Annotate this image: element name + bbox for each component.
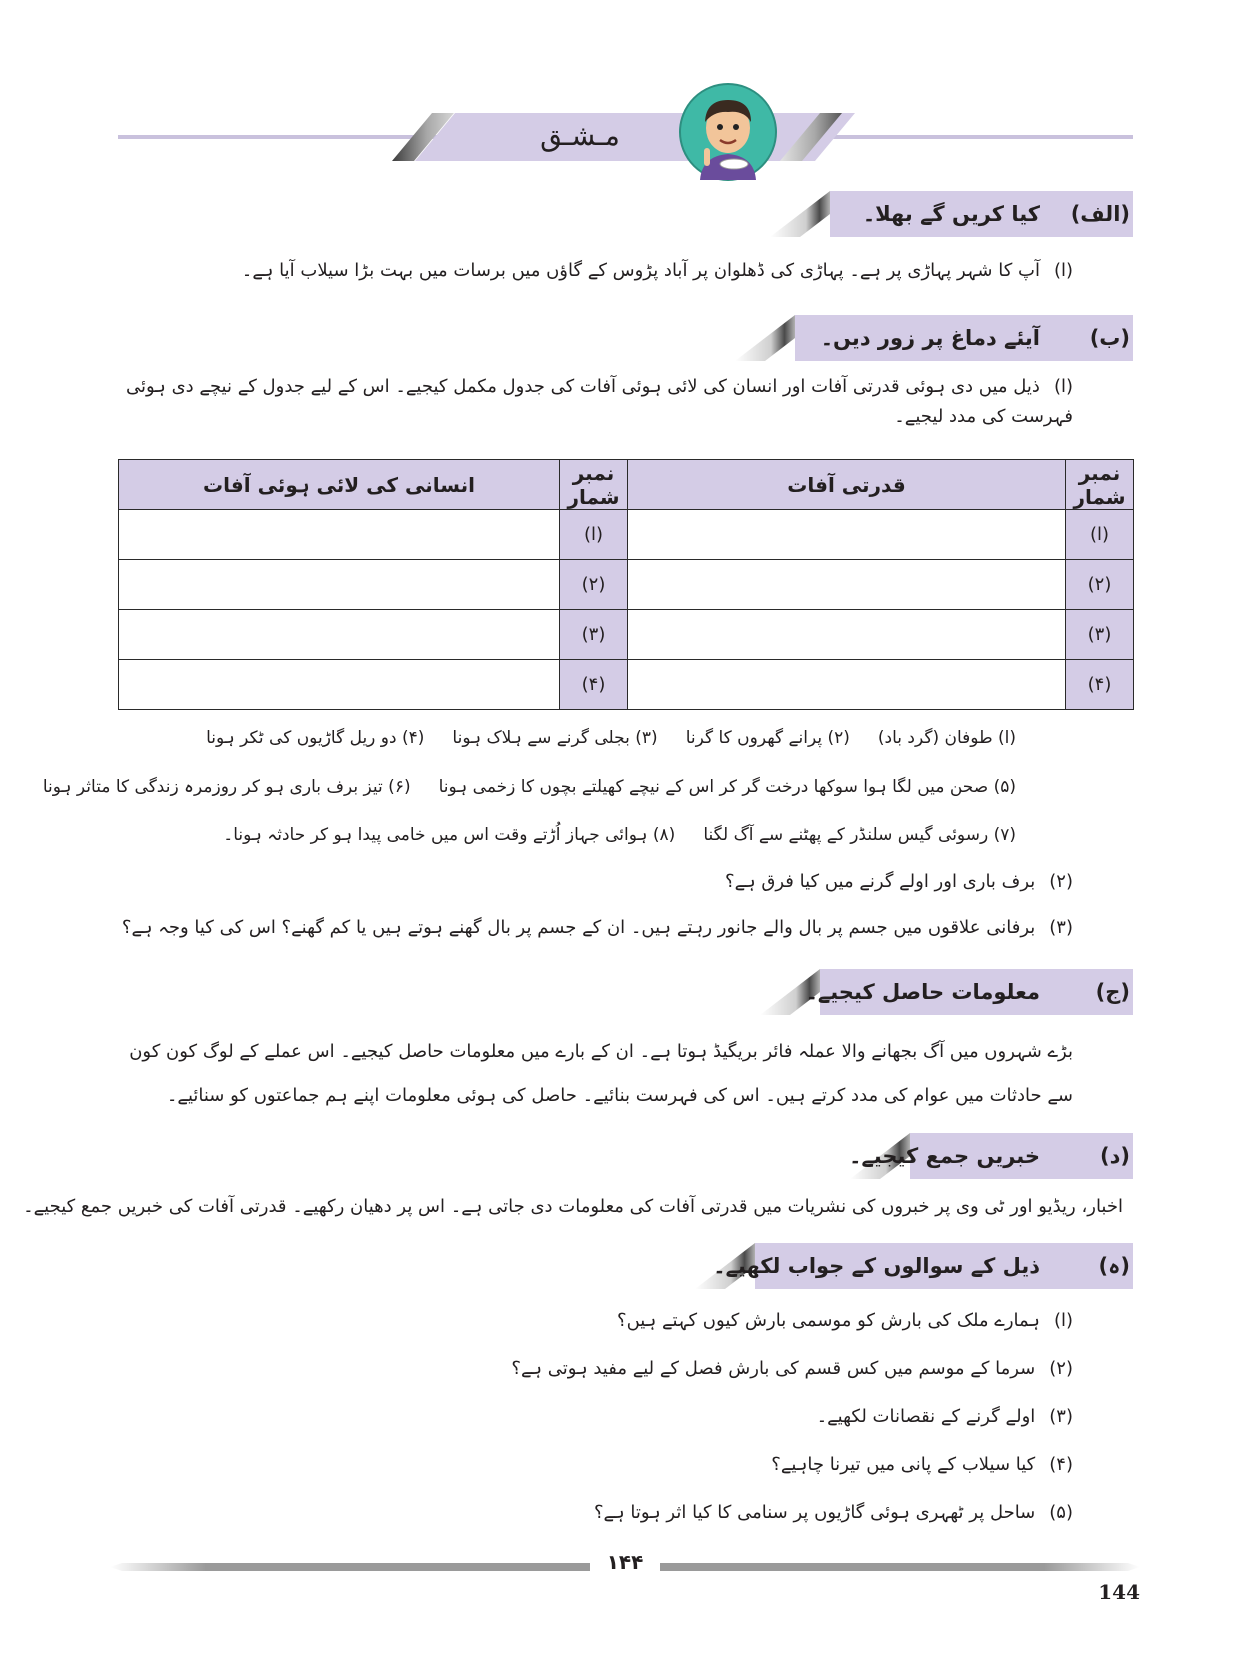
item-text: کیا سیلاب کے پانی میں تیرنا چاہیے؟ (771, 1454, 1036, 1475)
row-number: (۴) (1066, 660, 1134, 710)
section-e-question-3 (817, 1402, 1073, 1432)
options-line-3 (195, 820, 1016, 850)
section-e-question-4 (771, 1450, 1073, 1480)
human-disaster-cell[interactable] (119, 510, 560, 560)
item-number: (ا) (1053, 260, 1073, 281)
natural-disaster-cell[interactable] (628, 560, 1066, 610)
human-disaster-cell[interactable] (119, 610, 560, 660)
section-b-intro (118, 372, 1073, 432)
row-number: (۲) (560, 560, 628, 610)
natural-disaster-cell[interactable] (628, 510, 1066, 560)
section-a-title: کیا کریں گے بھلا۔ (862, 202, 1040, 226)
section-e-question-5 (594, 1498, 1073, 1528)
section-e-title: ذیل کے سوالوں کے جواب لکھیے۔ (713, 1254, 1040, 1278)
option-item: (۲) پرانے گھروں کا گرنا (685, 728, 850, 748)
item-number: (۲) (1049, 1358, 1073, 1379)
section-e-letter: (ہ) (1098, 1254, 1130, 1278)
footer-page-number: 144 (1098, 1580, 1140, 1604)
table-row (119, 660, 1134, 710)
human-disaster-cell[interactable] (119, 560, 560, 610)
row-number: (ا) (560, 510, 628, 560)
item-number: (ا) (1053, 1310, 1073, 1331)
section-c-text: بڑے شہروں میں آگ بجھانے والا عملہ فائر بریگیڈ ہوتا ہے۔ ان کے بارے میں معلومات حاصل کیجیے۔ اس عملے کے لوگ کون کون سے حادثات میں عوام کی مدد کرتے ہیں۔ اس کی فہرست بنائیے۔ حاصل کی ہوئی معلومات اپنے ہم جماعتوں کو سنائیے۔ (129, 1041, 1073, 1106)
item-number: (۴) (1049, 1454, 1073, 1475)
item-text: آپ کا شہر پہاڑی پر ہے۔ پہاڑی کی ڈھلوان پر آباد پڑوس کے گاؤں میں برسات میں بہت بڑا سیلاب آیا ہے۔ (241, 260, 1040, 281)
table-header: قدرتی آفات (628, 460, 1066, 510)
options-line-2 (15, 772, 1016, 802)
options-line-1 (178, 723, 1016, 753)
table-row (119, 510, 1134, 560)
option-item: (ا) طوفان (گرد باد) (877, 728, 1016, 748)
row-number: (۳) (560, 610, 628, 660)
footer-rule-right (660, 1563, 1140, 1571)
section-a-letter: (الف) (1070, 202, 1130, 226)
item-text: ہمارے ملک کی بارش کو موسمی بارش کیوں کہتے ہیں؟ (617, 1310, 1040, 1331)
table-row (119, 610, 1134, 660)
section-e-question-1 (617, 1306, 1073, 1336)
option-item: (۳) بجلی گرنے سے ہلاک ہونا (452, 728, 658, 748)
section-d-text: اخبار، ریڈیو اور ٹی وی پر خبروں کی نشریات میں قدرتی آفات کی معلومات دی جاتی ہے۔ اس پر دھیان رکھیے۔ قدرتی آفات کی خبریں جمع کیجیے۔ (23, 1196, 1123, 1217)
item-number: (۳) (1049, 917, 1073, 938)
section-b-question-2 (725, 867, 1073, 897)
item-text: اولے گرنے کے نقصانات لکھیے۔ (816, 1406, 1036, 1427)
section-b-letter: (ب) (1089, 326, 1130, 350)
section-b-question-3 (122, 913, 1073, 943)
option-item: (۴) دو ریل گاڑیوں کی ٹکر ہونا (206, 728, 425, 748)
item-text: برف باری اور اولے گرنے میں کیا فرق ہے؟ (725, 871, 1036, 892)
table-header: نمبر شمار (1066, 460, 1134, 510)
item-text: ساحل پر ٹھہری ہوئی گاڑیوں پر سنامی کا کیا اثر ہوتا ہے؟ (594, 1502, 1036, 1523)
row-number: (۴) (560, 660, 628, 710)
item-text: برفانی علاقوں میں جسم پر بال والے جانور رہتے ہیں۔ ان کے جسم پر بال گھنے ہوتے ہیں یا کم گھنے؟ اس کی کیا وجہ ہے؟ (121, 917, 1036, 938)
section-e-question-2 (511, 1354, 1073, 1384)
item-text: سرما کے موسم میں کس قسم کی بارش فصل کے لیے مفید ہوتی ہے؟ (511, 1358, 1036, 1379)
section-b-title: آیئے دماغ پر زور دیں۔ (820, 326, 1040, 350)
item-number: (ا) (1053, 376, 1073, 397)
section-d-letter: (د) (1100, 1144, 1130, 1168)
section-a-item-1 (242, 256, 1073, 286)
table-header-row (119, 460, 1134, 510)
row-number: (۲) (1066, 560, 1134, 610)
table-header: انسانی کی لائی ہوئی آفات (119, 460, 560, 510)
section-c-letter: (ج) (1095, 980, 1130, 1004)
human-disaster-cell[interactable] (119, 660, 560, 710)
option-item: (۸) ہوائی جہاز اُڑتے وقت اس میں خامی پیدا ہو کر حادثہ ہونا۔ (223, 825, 676, 845)
item-number: (۳) (1049, 1406, 1073, 1427)
disaster-table (118, 459, 1134, 710)
footer-page-number-urdu: ۱۴۴ (606, 1550, 644, 1574)
option-item: (۶) تیز برف باری ہو کر روزمرہ زندگی کا متاثر ہونا (42, 777, 411, 797)
page-title: مـشـق (540, 119, 620, 152)
section-c-title: معلومات حاصل کیجیے۔ (805, 980, 1040, 1004)
item-number: (۲) (1049, 871, 1073, 892)
footer-rule-left (110, 1563, 590, 1571)
table-row (119, 560, 1134, 610)
option-item: (۷) رسوئی گیس سلنڈر کے پھٹنے سے آگ لگنا (703, 825, 1016, 845)
row-number: (۳) (1066, 610, 1134, 660)
row-number: (ا) (1066, 510, 1134, 560)
natural-disaster-cell[interactable] (628, 660, 1066, 710)
section-d-title: خبریں جمع کیجیے۔ (849, 1144, 1040, 1168)
table-header: نمبر شمار (560, 460, 628, 510)
item-text: ذیل میں دی ہوئی قدرتی آفات اور انسان کی لائی ہوئی آفات کی جدول مکمل کیجیے۔ اس کے لیے جدول کے نیچے دی ہوئی فہرست کی مدد لیجیے۔ (125, 376, 1073, 427)
item-number: (۵) (1049, 1502, 1073, 1523)
option-item: (۵) صحن میں لگا ہوا سوکھا درخت گر کر اس کے نیچے کھیلتے بچوں کا زخمی ہونا (438, 777, 1016, 797)
boy-avatar-icon (678, 82, 778, 182)
natural-disaster-cell[interactable] (628, 610, 1066, 660)
